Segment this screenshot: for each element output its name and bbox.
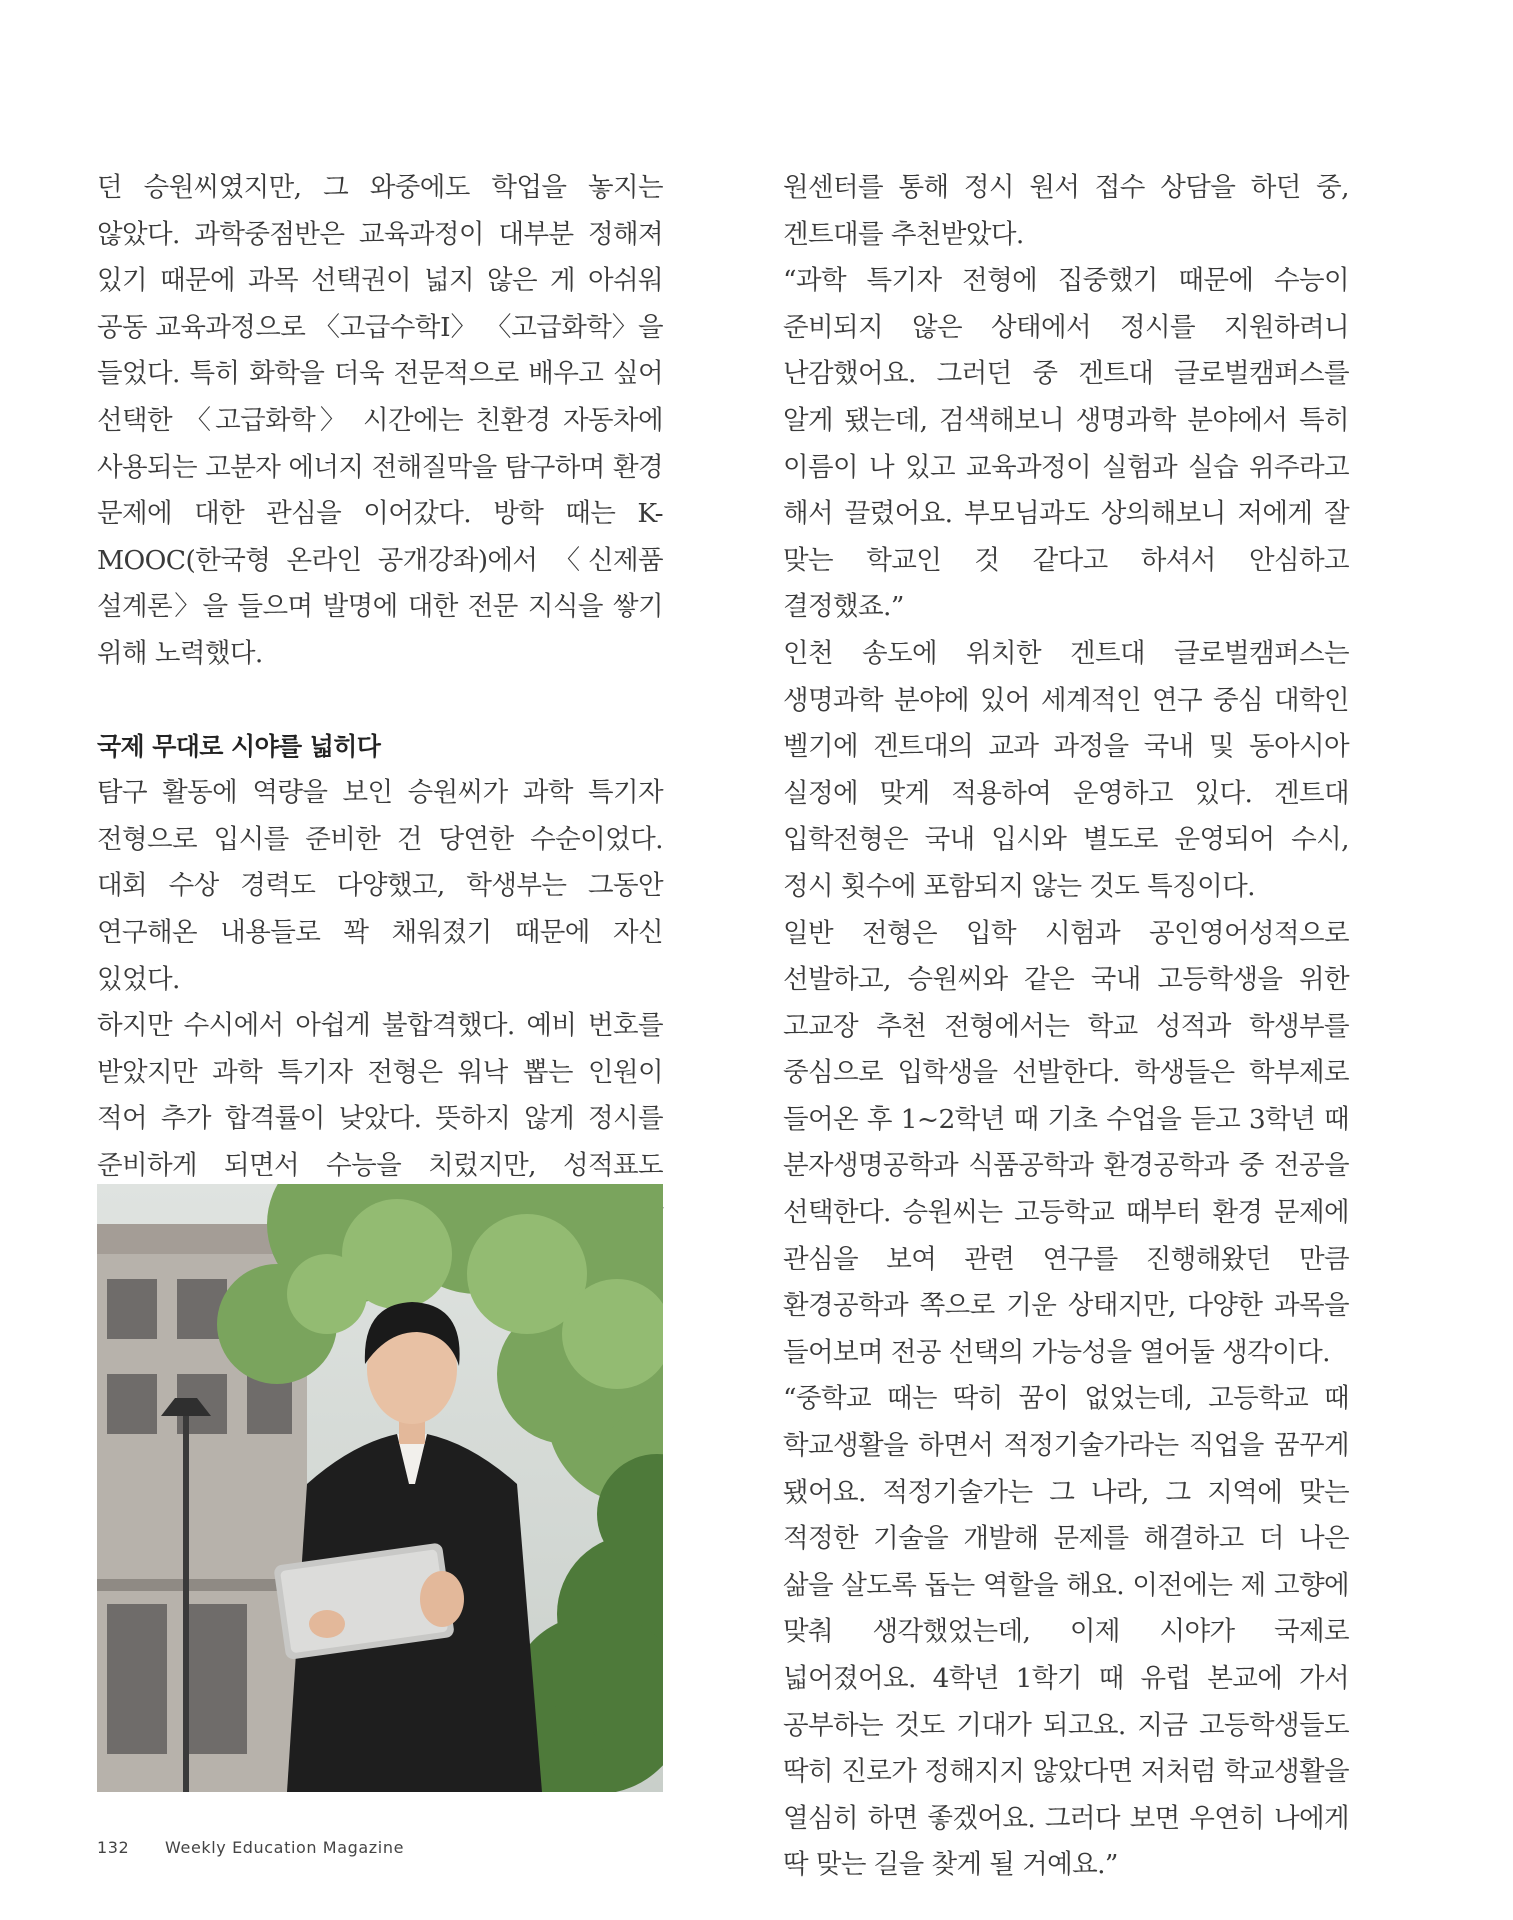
left-column (97, 165, 663, 1283)
body-paragraph: 던 승원씨였지만, 그 와중에도 학업을 놓지는 않았다. 과학중점반은 교육과정이 대부분 정해져 있기 때문에 과목 선택권이 넓지 않은 게 아쉬워 공동 교육과정으로 〈고급수학Ⅰ〉 〈고급화학〉을 들었다. 특히 화학을 더욱 전문적으로 배우고 싶어 선택한 〈고급화학〉 시간에는 친환경 자동차에 사용되는 고분자 에너지 전해질막을 탐구하며 환경 문제에 대한 관심을 이어갔다. 방학 때는 K-MOOC(한국형 온라인 공개강좌)에서 〈신제품 설계론〉을 들으며 발명에 대한 전문 지식을 쌓기 위해 노력했다. (97, 172, 663, 669)
body-paragraph: 원센터를 통해 정시 원서 접수 상담을 하던 중, 겐트대를 추천받았다. (783, 172, 1349, 250)
right-column (783, 165, 1349, 1889)
student-photo-illustration (97, 1184, 663, 1792)
magazine-name: Weekly Education Magazine (165, 1838, 405, 1857)
body-paragraph: 탐구 활동에 역량을 보인 승원씨가 과학 특기자 전형으로 입시를 준비한 건 당연한 수순이었다. 대회 수상 경력도 다양했고, 학생부는 그동안 연구해온 내용들로 꽉 채워졌기 때문에 자신 있었다. (97, 777, 663, 995)
section-heading: 국제 무대로 시야를 넓히다 (97, 731, 381, 761)
student-photo (97, 1184, 663, 1792)
quote-paragraph: “과학 특기자 전형에 집중했기 때문에 수능이 준비되지 않은 상태에서 정시를 지원하려니 난감했어요. 그러던 중 겐트대 글로벌캠퍼스를 알게 됐는데, 검색해보니 생명과학 분야에서 특히 이름이 나 있고 교육과정이 실험과 실습 위주라고 해서 끌렸어요. 부모님과도 상의해보니 저에게 잘 맞는 학교인 것 같다고 하셔서 안심하고 결정했죠.” (783, 265, 1349, 623)
page-number: 132 (97, 1838, 130, 1857)
page-footer (97, 1838, 404, 1857)
body-paragraph: 일반 전형은 입학 시험과 공인영어성적으로 선발하고, 승원씨와 같은 국내 고등학생을 위한 고교장 추천 전형에서는 학교 성적과 학생부를 중심으로 입학생을 선발한다. 학생들은 학부제로 들어온 후 1~2학년 때 기초 수업을 듣고 3학년 때 분자생명공학과 식품공학과 환경공학과 중 전공을 선택한다. 승원씨는 고등학교 때부터 환경 문제에 관심을 보여 관련 연구를 진행해왔던 만큼 환경공학과 쪽으로 기운 상태지만, 다양한 과목을 들어보며 전공 선택의 가능성을 열어둘 생각이다. (783, 917, 1349, 1368)
body-paragraph: 인천 송도에 위치한 겐트대 글로벌캠퍼스는 생명과학 분야에 있어 세계적인 연구 중심 대학인 벨기에 겐트대의 교과 과정을 국내 및 동아시아 실정에 맞게 적용하여 운영하고 있다. 겐트대 입학전형은 국내 입시와 별도로 운영되어 수시, 정시 횟수에 포함되지 않는 것도 특징이다. (783, 637, 1349, 902)
quote-paragraph: “중학교 때는 딱히 꿈이 없었는데, 고등학교 때 학교생활을 하면서 적정기술가라는 직업을 꿈꾸게 됐어요. 적정기술가는 그 나라, 그 지역에 맞는 적정한 기술을 개발해 문제를 해결하고 더 나은 삶을 살도록 돕는 역할을 해요. 이전에는 제 고향에 맞춰 생각했었는데, 이제 시야가 국제로 넓어졌어요. 4학년 1학기 때 유럽 본교에 가서 공부하는 것도 기대가 되고요. 지금 고등학생들도 딱히 진로가 정해지지 않았다면 저처럼 학교생활을 열심히 하면 좋겠어요. 그러다 보면 우연히 나에게 딱 맞는 길을 찾게 될 거예요.” (783, 1383, 1349, 1881)
body-paragraph: 하지만 수시에서 아쉽게 불합격했다. 예비 번호를 받았지만 과학 특기자 전형은 워낙 뽑는 인원이 적어 추가 합격률이 낮았다. 뜻하지 않게 정시를 준비하게 되면서 수능을 치렀지만, 성적표도 (97, 1010, 663, 1181)
